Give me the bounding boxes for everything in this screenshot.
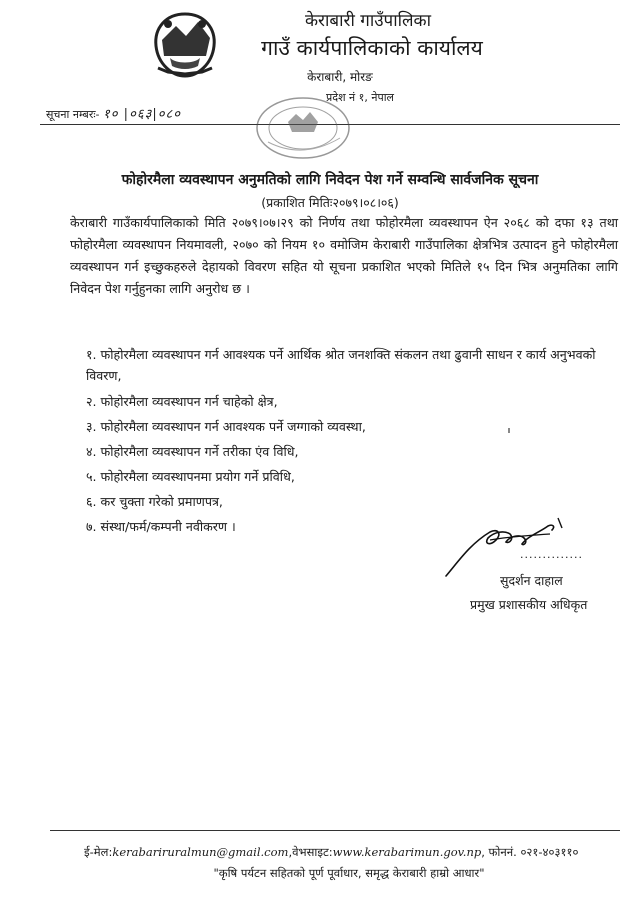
notice-number-value: १० |०६३|०८० bbox=[103, 107, 182, 122]
list-item: ७. संस्था/फर्म/कम्पनी नवीकरण । bbox=[86, 519, 236, 534]
signatory-name: सुदर्शन दाहाल bbox=[500, 573, 563, 588]
list-item: ३. फोहोरमैला व्यवस्थापन गर्न आवश्यक पर्ने जग्गाको व्यवस्था, bbox=[86, 419, 366, 434]
website-url: www.kerabarimun.gov.np bbox=[332, 845, 482, 859]
office-name: गाउँ कार्यपालिकाको कार्यालय bbox=[261, 36, 483, 60]
government-emblem-logo bbox=[148, 10, 222, 80]
footer-divider bbox=[50, 830, 620, 831]
website-label: ,वेभसाइट: bbox=[288, 845, 333, 859]
list-item: ६. कर चुक्ता गरेको प्रमाणपत्र, bbox=[86, 494, 223, 509]
notice-number-label: सूचना नम्बरः- bbox=[46, 108, 100, 121]
signature-line: .............. bbox=[520, 548, 583, 561]
stray-mark bbox=[508, 428, 510, 433]
slogan: "कृषि पर्यटन सहितको पूर्ण पूर्वाधार, समृद्ध केराबारी हाम्रो आधार" bbox=[213, 866, 485, 880]
office-location: केराबारी, मोरङ bbox=[307, 70, 373, 84]
signatory-designation: प्रमुख प्रशासकीय अधिकृत bbox=[470, 597, 588, 612]
office-stamp bbox=[248, 92, 358, 164]
list-item: २. फोहोरमैला व्यवस्थापन गर्न चाहेको क्षेत्र, bbox=[86, 394, 278, 409]
province-country: प्रदेश नं १, नेपाल bbox=[325, 91, 395, 104]
phone-number: ०२१-४०३११० bbox=[520, 845, 579, 859]
municipality-name: केराबारी गाउँपालिका bbox=[304, 11, 432, 31]
list-item: १. फोहोरमैला व्यवस्थापन गर्न आवश्यक पर्ने आर्थिक श्रोत जनशक्ति संकलन तथा ढुवानी साधन र कार्य अनुभवको विवरण, bbox=[86, 347, 596, 383]
contact-info bbox=[84, 845, 578, 860]
notice-title: फोहोरमैला व्यवस्थापन अनुमतिको लागि निवेदन पेश गर्ने सम्वन्धि सार्वजनिक सूचना bbox=[121, 172, 539, 188]
published-date: (प्रकाशित मितिः२०७९।०८।०६) bbox=[261, 195, 399, 210]
email-address: kerabariruralmun@gmail.com bbox=[112, 845, 289, 859]
list-item: ५. फोहोरमैला व्यवस्थापनमा प्रयोग गर्ने प्रविधि, bbox=[86, 469, 295, 484]
notice-number bbox=[46, 104, 181, 122]
notice-body-paragraph: केराबारी गाउँकार्यपालिकाको मिति २०७९।०७।२९ को निर्णय तथा फोहोरमैला व्यवस्थापन ऐन २०६८ को दफा १३ तथा फोहोरमैला व्यवस्थापन नियमावली, २०७० को नियम १० वमोजिम केराबारी गाउँपालिका क्षेत्रभित्र उत्पादन हुने फोहोरमैला व्यवस्थापन गर्न इच्छुकहरुले देहायको विवरण सहित यो सूचना प्रकाशित भएको मितिले १५ दिन भित्र अनुमतिका लागि निवेदन पेश गर्नुहुनका लागि अनुरोध छ । bbox=[70, 215, 618, 296]
list-item: ४. फोहोरमैला व्यवस्थापन गर्ने तरीका एंव विधि, bbox=[86, 444, 299, 459]
email-label: ई-मेल: bbox=[84, 845, 113, 859]
phone-label: , फोननं. bbox=[481, 845, 517, 859]
slogan-container bbox=[0, 866, 644, 881]
